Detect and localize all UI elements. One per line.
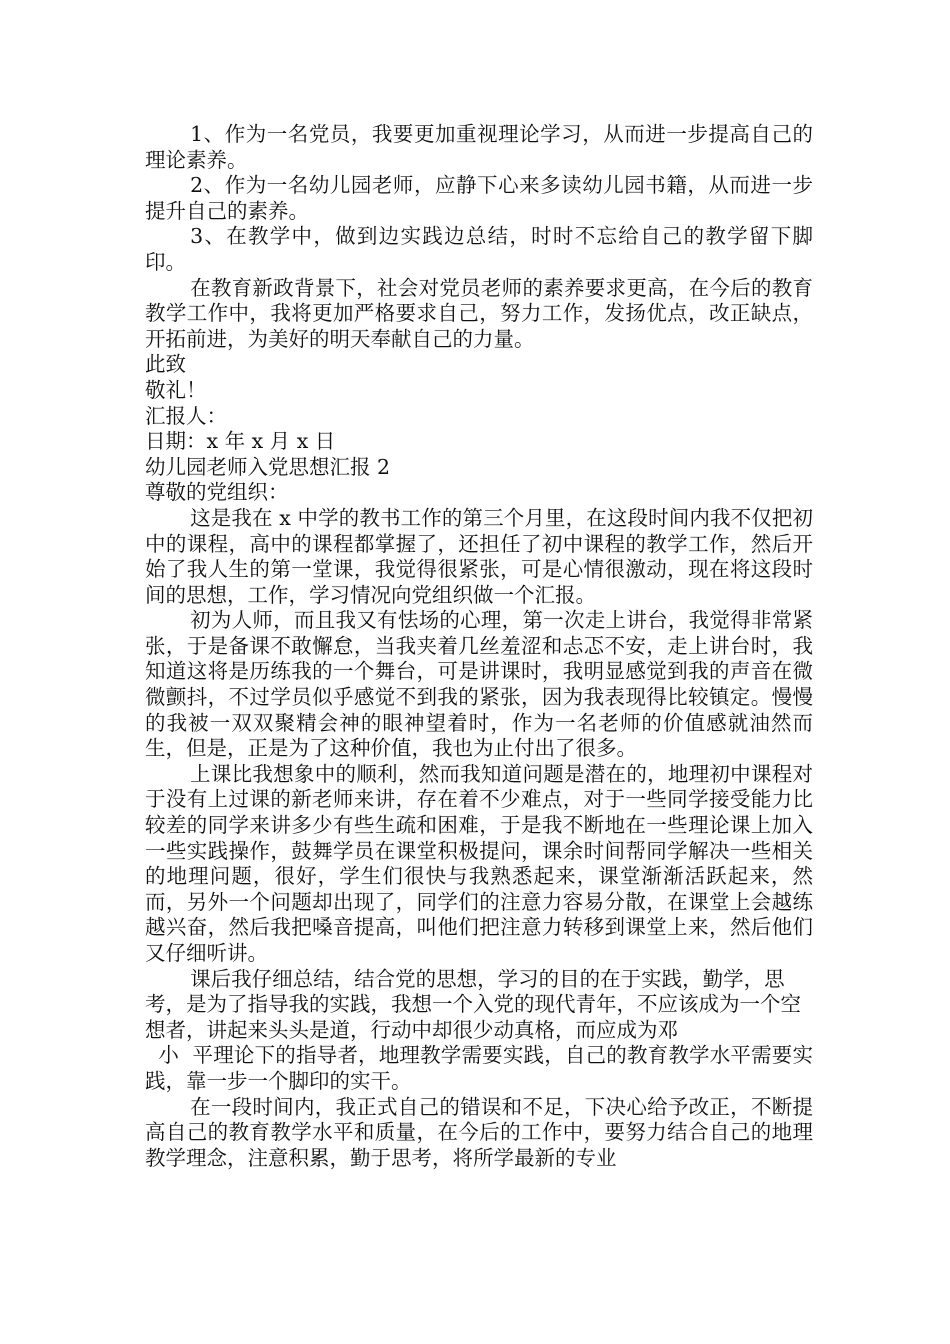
paragraph: 这是我在 x 中学的教书工作的第三个月里，在这段时间内我不仅把初中的课程，高中的课程都掌握了，还担任了初中课程的教学工作，然后开始了我人生的第一堂课，我觉得很紧张，可是心情很激动，现在将这段时间的思想，工作，学习情况向党组织做一个汇报。 — [145, 505, 813, 607]
document-body — [145, 122, 813, 1171]
reporter-label: 汇报人： — [145, 403, 227, 428]
paragraph: 在教育新政背景下，社会对党员老师的素养要求更高，在今后的教育教学工作中，我将更加严格要求自己，努力工作，发扬优点，改正缺点，开拓前进，为美好的明天奉献自己的力量。 — [145, 275, 813, 351]
section-title: 幼儿园老师入党思想汇报 2 — [145, 454, 391, 479]
paragraph: 在一段时间内，我正式自己的错误和不足，下决心给予改正，不断提高自己的教育教学水平和质量，在今后的工作中，要努力结合自己的地理教学理念，注意积累，勤于思考，将所学最新的专业 — [145, 1094, 813, 1170]
paragraph: 1、作为一名党员，我要更加重视理论学习，从而进一步提高自己的理论素养。 — [145, 122, 813, 172]
closing-salutation: 敬礼！ — [145, 377, 207, 402]
date-line: 日期：x 年 x 月 x 日 — [145, 429, 336, 454]
paragraph: 小 平理论下的指导者，地理教学需要实践，自己的教育教学水平需要实践，靠一步一个脚印的实干。 — [145, 1043, 813, 1093]
paragraph: 2、作为一名幼儿园老师，应静下心来多读幼儿园书籍，从而进一步提升自己的素养。 — [145, 173, 813, 223]
greeting: 尊敬的党组织： — [145, 480, 289, 505]
paragraph: 课后我仔细总结，结合党的思想，学习的目的在于实践，勤学，思考，是为了指导我的实践，我想一个入党的现代青年，不应该成为一个空想者，讲起来头头是道，行动中却很少动真格，而应成为邓 — [145, 966, 801, 1042]
paragraph: 上课比我想象中的顺利，然而我知道问题是潜在的，地理初中课程对于没有上过课的新老师来讲，存在着不少难点，对于一些同学接受能力比较差的同学来讲多少有些生疏和困难，于是我不断地在一些理论课上加入一些实践操作，鼓舞学员在课堂积极提问，课余时间帮同学解决一些相关的地理问题，很好，学生们很快与我熟悉起来，课堂渐渐活跃起来，然而，另外一个问题却出现了，同学们的注意力容易分散，在课堂上会越练越兴奋，然后我把嗓音提高，叫他们把注意力转移到课堂上来，然后他们又仔细听讲。 — [145, 761, 813, 965]
paragraph: 3、在教学中，做到边实践边总结，时时不忘给自己的教学留下脚印。 — [145, 224, 813, 274]
paragraph: 初为人师，而且我又有怯场的心理，第一次走上讲台，我觉得非常紧张，于是备课不敢懈怠，当我夹着几丝羞涩和忐忑不安，走上讲台时，我知道这将是历练我的一个舞台，可是讲课时，我明显感觉到我的声音在微微颤抖，不过学员似乎感觉不到我的紧张，因为我表现得比较镇定。慢慢的我被一双双聚精会神的眼神望着时，作为一名老师的价值感就油然而生，但是，正是为了这种价值，我也为止付出了很多。 — [145, 608, 813, 761]
closing-salutation: 此致 — [145, 352, 186, 377]
